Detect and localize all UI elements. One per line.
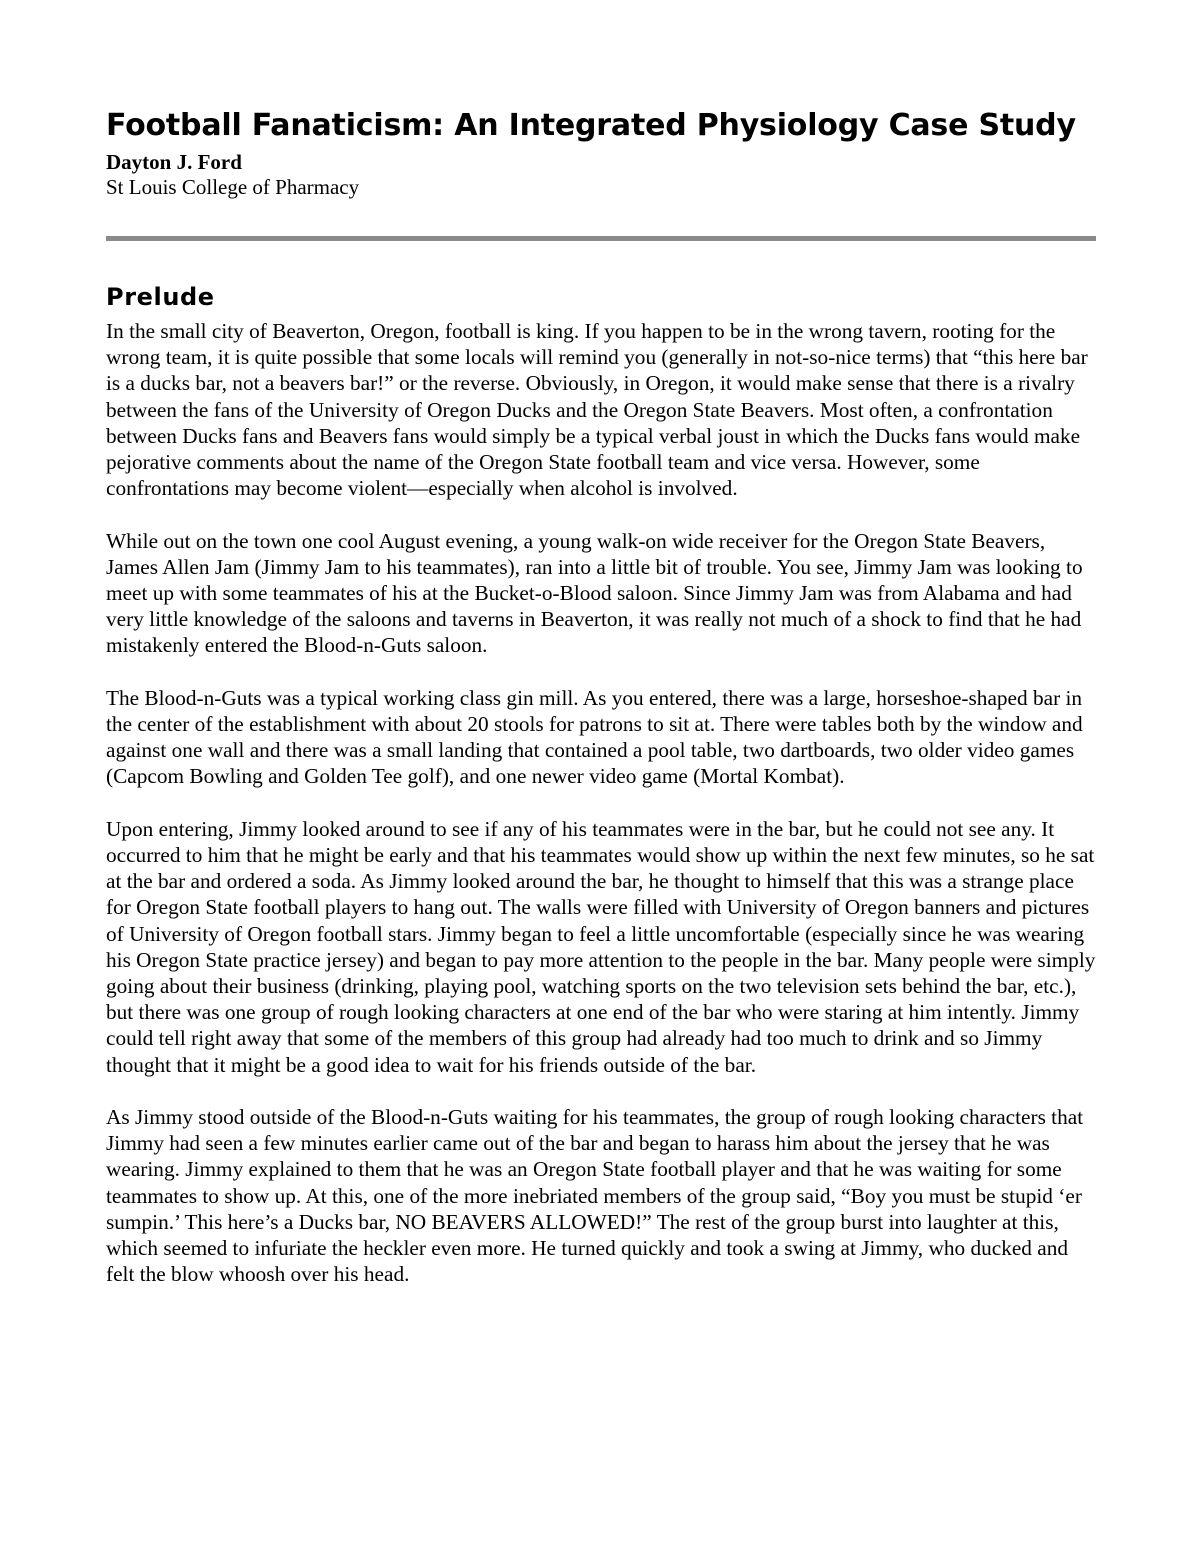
section-heading: Prelude [106,283,215,311]
paragraph: While out on the town one cool August evening, a young walk-on wide receiver for the Oregon State Beavers, James Allen Jam (Jimmy Jam to his teammates), ran into a little bit of trouble. You see, Jimmy Jam was looking to meet up with some teammates of his at the Bucket-o-Blood saloon. Since Jimmy Jam was from Alabama and had very little knowledge of the saloons and taverns in Beaverton, it was really not much of a shock to find that he had mistakenly entered the Blood-n-Guts saloon. [106,528,1083,658]
author-affiliation: St Louis College of Pharmacy [106,175,360,199]
body-text [106,318,1096,1314]
paragraph: The Blood-n-Guts was a typical working class gin mill. As you entered, there was a large, horseshoe-shaped bar in the center of the establishment with about 20 stools for patrons to sit at. There were tables both by the window and against one wall and there was a small landing that contained a pool table, two dartboards, two older video games (Capcom Bowling and Golden Tee golf), and one newer video game (Mortal Kombat). [106,685,1083,789]
document-title: Football Fanaticism: An Integrated Physiology Case Study [106,108,1076,143]
title-divider [106,236,1096,241]
author-name: Dayton J. Ford [106,150,242,174]
paragraph: As Jimmy stood outside of the Blood-n-Guts waiting for his teammates, the group of rough looking characters that Jimmy had seen a few minutes earlier came out of the bar and began to harass him about the jersey that he was wearing. Jimmy explained to them that he was an Oregon State football player and that he was waiting for some teammates to show up. At this, one of the more inebriated members of the group said, “Boy you must be stupid ‘er sumpin.’ This here’s a Ducks bar, NO BEAVERS ALLOWED!” The rest of the group burst into laughter at this, which seemed to infuriate the heckler even more. He turned quickly and took a swing at Jimmy, who ducked and felt the blow whoosh over his head. [106,1105,1084,1287]
paragraph: In the small city of Beaverton, Oregon, football is king. If you happen to be in the wrong tavern, rooting for the wrong team, it is quite possible that some locals will remind you (generally in not-so-nice terms) that “this here bar is a ducks bar, not a beavers bar!” or the reverse. Obviously, in Oregon, it would make sense that there is a rivalry between the fans of the University of Oregon Ducks and the Oregon State Beavers. Most often, a confrontation between Ducks fans and Beavers fans would simply be a typical verbal joust in which the Ducks fans would make pejorative comments about the name of the Oregon State football team and vice versa. However, some confrontations may become violent—especially when alcohol is involved. [106,319,1088,501]
paragraph: Upon entering, Jimmy looked around to see if any of his teammates were in the bar, but he could not see any. It occurred to him that he might be early and that his teammates would show up within the next few minutes, so he sat at the bar and ordered a soda. As Jimmy looked around the bar, he thought to himself that this was a strange place for Oregon State football players to hang out. The walls were filled with University of Oregon banners and pictures of University of Oregon football stars. Jimmy began to feel a little uncomfortable (especially since he was wearing his Oregon State practice jersey) and began to pay more attention to the people in the bar. Many people were simply going about their business (drinking, playing pool, watching sports on the two television sets behind the bar, etc.), but there was one group of rough looking characters at one end of the bar who were staring at him intently. Jimmy could tell right away that some of the members of this group had already had too much to drink and so Jimmy thought that it might be a good idea to wait for his friends outside of the bar. [106,816,1096,1077]
